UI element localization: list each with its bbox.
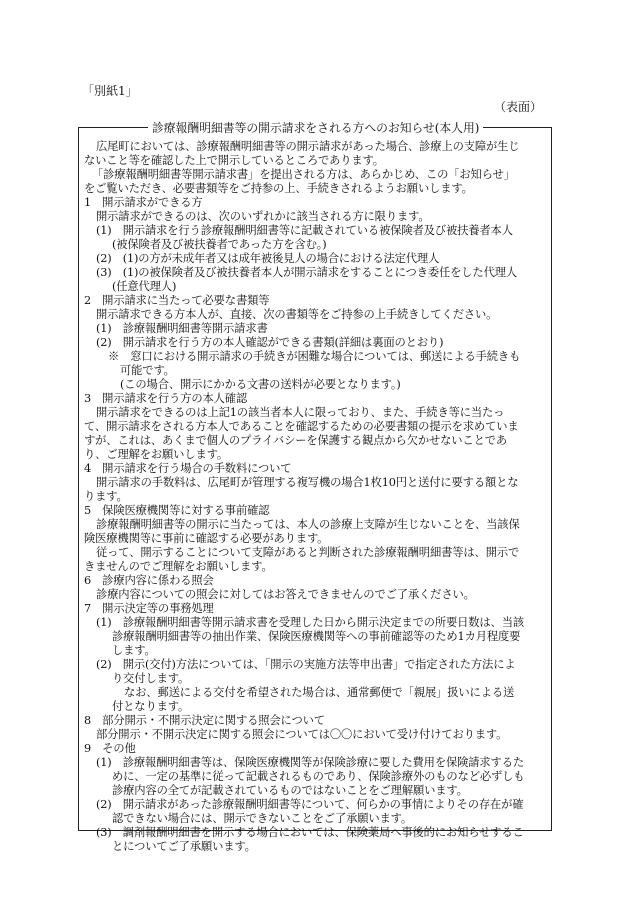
list-item: (2) 開示請求があった診療報酬明細書等について、何らかの事情によりその存在が確 [96,798,524,811]
section-heading: 5 保険医療機関等に対する事前確認 [84,504,270,517]
list-item: (3) 調剤報酬明細書を開示する場合においては、保険薬局へ事後的にお知らせするこ [96,826,524,839]
intro-line: 広尾町においては、診療報酬明細書等の開示請求があった場合、診療上の支障が生じ [96,140,520,153]
front-side-label: （表面） [494,100,543,114]
list-item-continued: 付となります。 [112,700,190,713]
note-line-continued: (この場合、開示にかかる文書の送料が必要となります。) [120,378,401,391]
list-item: (1) 診療報酬明細書等は、保険医療機関等が保険診療に要した費用を保険請求するた [96,756,524,769]
section-heading: 8 部分開示・不開示決定に関する照会について [84,714,325,727]
body-line: 開示請求をできるのは上記1の該当者本人に限っており、また、手続き等に当たっ [96,406,505,419]
body-line: て、開示請求をされる方本人であることを確認するための必要書類の提示を求めていま [84,420,519,433]
section-heading: 1 開示請求ができる方 [84,196,203,209]
intro-line: ないこと等を確認した上で開示しているところであります。 [84,154,384,167]
body-line: 険医療機関等に事前に確認する必要があります。 [84,532,329,545]
list-item-continued: り交付します。 [112,672,190,685]
body-line: きませんのでご理解をお願いします。 [84,560,273,573]
list-item-continued: します。 [112,644,156,657]
list-item-continued: 診療報酬明細書等の抽出作業、保険医療機関等への事前確認等のため1カ月程度要 [112,630,521,643]
body-line: すが、これは、あくまで個人のプライバシーを保護する観点から欠かせないことであ [84,434,508,447]
list-item: (2) 開示請求を行う方の本人確認ができる書類(詳細は裏面のとおり) [96,336,444,349]
list-item: (2) (1)の方が未成年者又は成年被後見人の場合における法定代理人 [96,252,440,265]
list-item-continued: とについてご了承願います。 [112,840,256,853]
note-line-continued: 可能です。 [120,364,175,377]
list-item-continued: (被保険者及び被扶養者であった方を含む。) [112,238,327,251]
section-heading: 9 その他 [84,742,136,755]
section-heading: 4 開示請求を行う場合の手数料について [84,462,292,475]
notice-title: 診療報酬明細書等の開示請求をされる方へのお知らせ(本人用) [148,119,483,136]
list-item: (1) 診療報酬明細書等開示請求書 [96,322,268,335]
intro-line: をご覧いただき、必要書類等をご持参の上、手続きされるようお願いします。 [84,182,473,195]
section-heading: 3 開示請求を行う方の本人確認 [84,392,248,405]
body-line: 開示請求の手数料は、広尾町が管理する複写機の場合1枚10円と送付に要する額とな [96,476,519,489]
list-item: (2) 開示(交付)方法については、「開示の実施方法等申出書」で指定された方法によ [96,658,516,671]
list-item: (1) 開示請求を行う診療報酬明細書等に記載されている被保険者及び被扶養者本人 [96,224,513,237]
list-item-continued: (任意代理人) [112,280,177,293]
body-line: 従って、開示することについて支障があると判断された診療報酬明細書等は、開示で [96,546,520,559]
body-line: 部分開示・不開示決定に関する照会については〇〇において受け付けております。 [96,728,508,741]
body-line: 開示請求ができるのは、次のいずれかに該当される方に限ります。 [96,210,430,223]
intro-line: 「診療報酬明細書等開示請求書」を提出される方は、あらかじめ、この「お知らせ」 [92,168,515,181]
body-line: 診療報酬明細書等の開示に当たっては、本人の診療上支障が生じないことを、当該保 [96,518,520,531]
body-line: ります。 [84,490,128,503]
list-item-continued: 認できない場合には、開示できないことをご了承願います。 [112,812,413,825]
body-line: 開示請求できる方本人が、直接、次の書類等をご持参の上手続きしてください。 [96,308,498,321]
list-item-continued: めに、一定の基準に従って記載されるものであり、保険診療外のものなど必ずしも [112,770,525,783]
attachment-label: 「別紙1」 [82,84,138,98]
section-heading: 7 開示決定等の事務処理 [84,602,214,615]
body-line: 診療内容についての照会に対してはお答えできませんのでご了承ください。 [96,588,475,601]
body-line: り、ご理解をお願いします。 [84,448,229,461]
section-heading: 2 開示請求に当たって必要な書類等 [84,294,270,307]
note-line: ※ 窓口における開示請求の手続きが困難な場合については、郵送による手続きも [108,350,521,363]
list-item: (3) (1)の被保険者及び被扶養者本人が開示請求をすることにつき委任をした代理人 [96,266,518,279]
list-item-continued: なお、郵送による交付を希望された場合は、通常郵便で「親展」扱いによる送 [124,686,515,699]
list-item-continued: 診療内容の全てが記載されているものではないことをご理解願います。 [112,784,468,797]
list-item: (1) 診療報酬明細書等開示請求書を受理した日から開示決定までの所要日数は、当該 [96,616,524,629]
section-heading: 6 診療内容に係わる照会 [84,574,214,587]
